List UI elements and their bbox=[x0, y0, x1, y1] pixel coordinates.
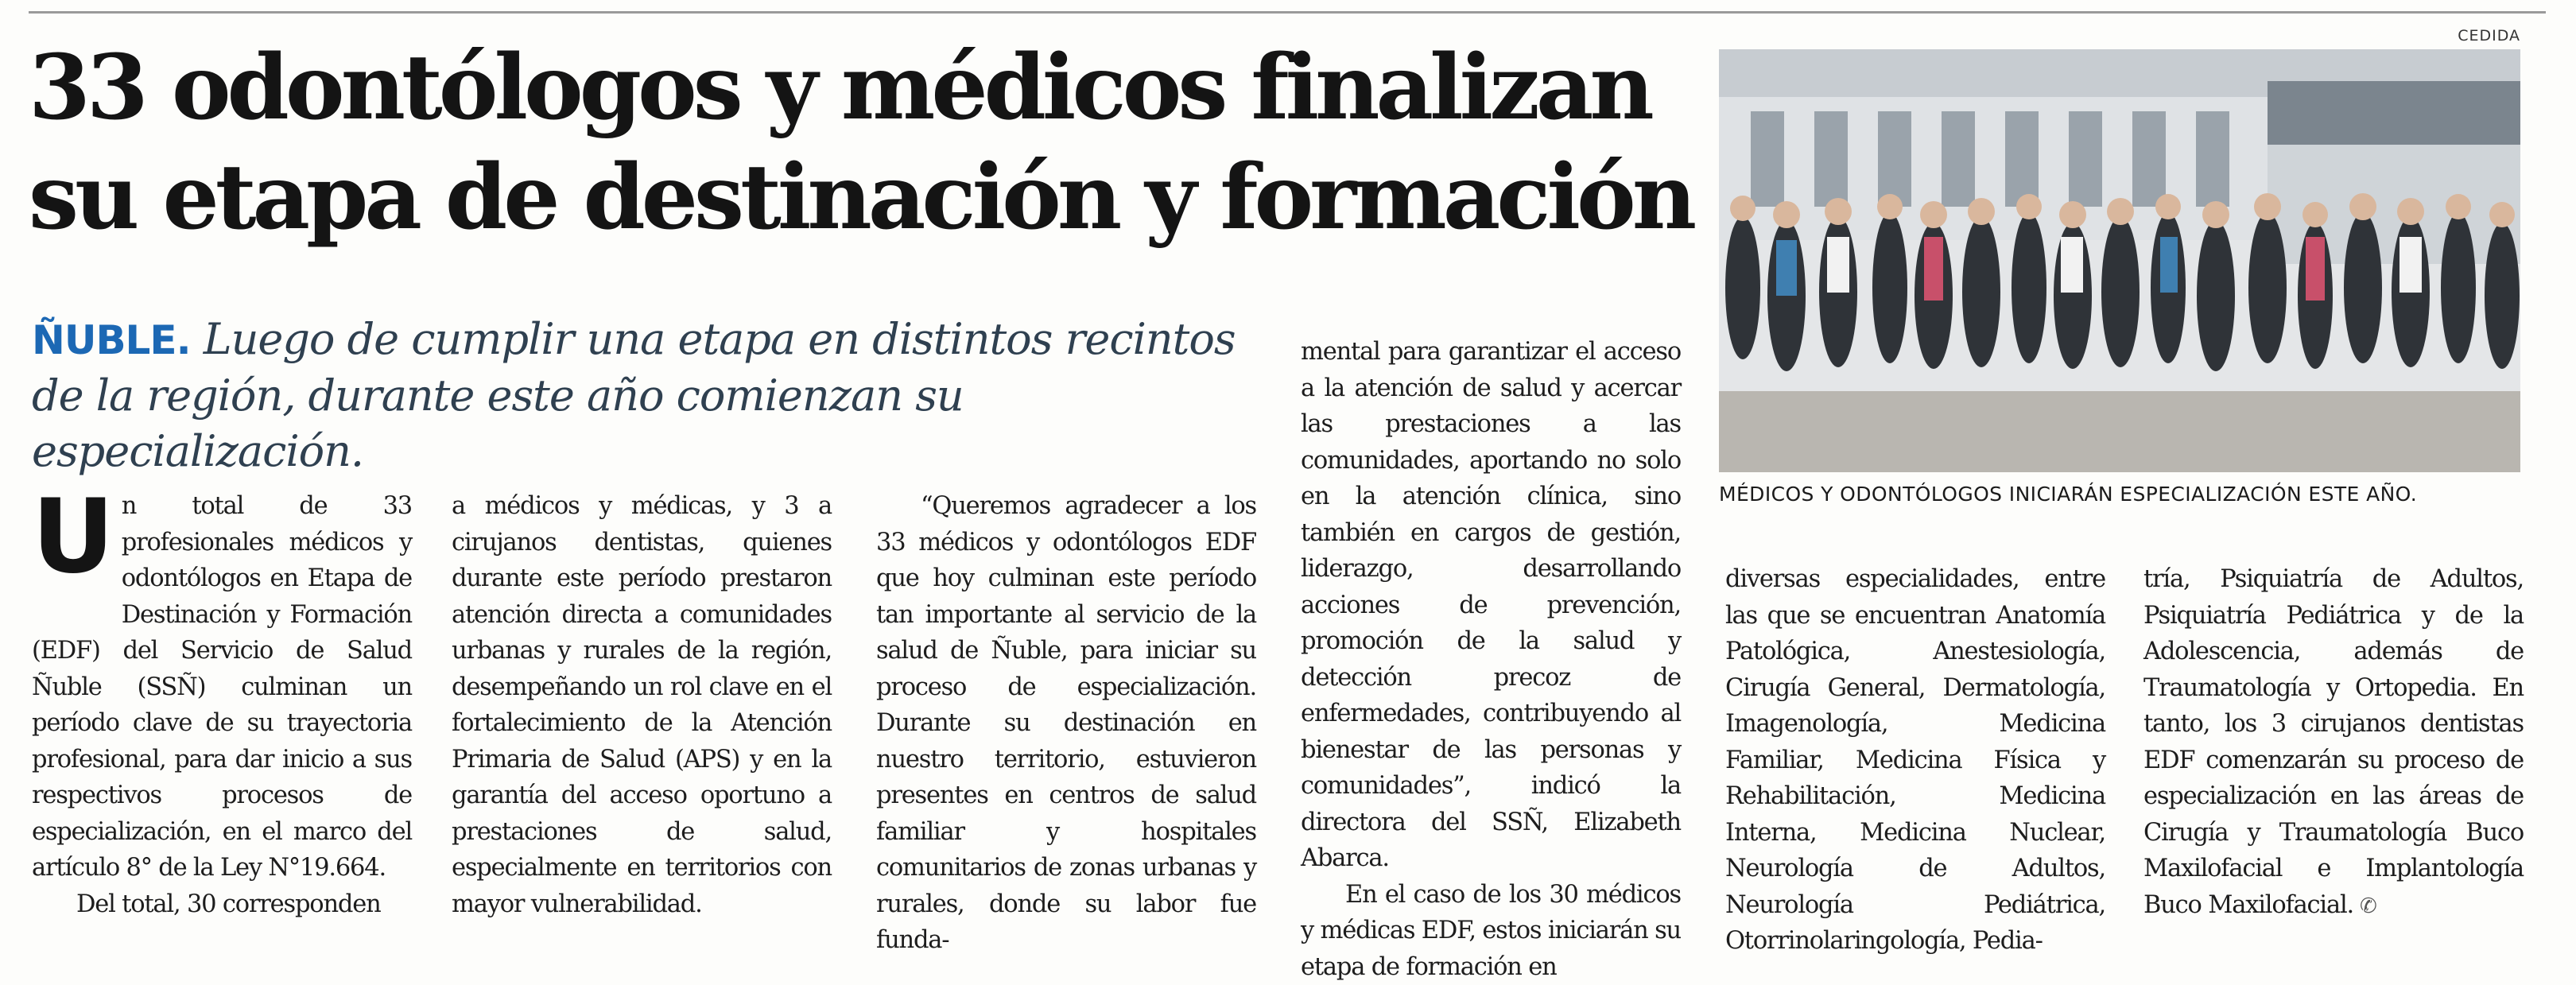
body-column-2 bbox=[452, 488, 832, 922]
body-paragraph: “Queremos agradecer a los 33 médicos y odontólogos EDF que hoy culminan este período tan importante al servicio de la salud de Ñuble, para iniciar su proceso de especialización. Durante su destinación en nuestro territorio, estuvieron presentes en centros de salud familiar y hospitales comunitarios de zonas urbanas y rurales, donde su labor fue funda- bbox=[876, 488, 1256, 959]
body-paragraph: En el caso de los 30 médicos y médicas EDF, estos iniciarán su etapa de formación en bbox=[1301, 877, 1681, 985]
body-paragraph: a médicos y médicas, y 3 a cirujanos dentistas, quienes durante este período prestaron atención directa a comunidades urbanas y rurales de la región, desempeñando un rol clave en el fortalecimiento de la Atención Primaria de Salud (APS) y en la garantía del acceso oportuno a prestaciones de salud, especialmente en territorios con mayor vulnerabilidad. bbox=[452, 488, 832, 922]
headline-line-1: 33 odontólogos y médicos finalizan bbox=[29, 33, 1690, 143]
body-column-5 bbox=[1725, 561, 2105, 960]
body-column-1 bbox=[32, 488, 412, 922]
body-paragraph: tría, Psiquiatría de Adultos, Psiquiatría Pediátrica y de la Adolescencia, además de Traumatología y Ortopedia. En tanto, los 3 cirujanos dentistas EDF comenzarán su proceso de especialización en las áreas de Cirugía y Traumatología Buco Maxilofacial e Implantología Buco Maxilofacial. ✆ bbox=[2143, 561, 2524, 925]
top-rule bbox=[29, 11, 2546, 14]
body-column-3 bbox=[876, 488, 1256, 959]
lede-text: Luego de cumplir una etapa en distintos recintos de la región, durante este año comienzan su especialización. bbox=[32, 314, 1236, 476]
body-column-4 bbox=[1301, 334, 1681, 985]
end-of-article-mark: ✆ bbox=[2360, 894, 2376, 918]
photo-caption: MÉDICOS Y ODONTÓLOGOS INICIARÁN ESPECIALIZACIÓN ESTE AÑO. bbox=[1719, 482, 2546, 507]
lede bbox=[32, 312, 1272, 479]
lede-location-tag: ÑUBLE. bbox=[32, 317, 191, 363]
body-paragraph: diversas especialidades, entre las que se encuentran Anatomía Patológica, Anestesiología, Cirugía General, Dermatología, Imagenología, Medicina Familiar, Medicina Física y Rehabilitación, Medicina Interna, Medicina Nuclear, Neurología de Adultos, Neurología Pediátrica, Otorrinolaringología, Pedia- bbox=[1725, 561, 2105, 960]
group-photo-illustration bbox=[1719, 49, 2520, 472]
body-column-6 bbox=[2143, 561, 2524, 925]
body-paragraph: mental para garantizar el acceso a la atención de salud y acercar las prestaciones a las comunidades, aportando no solo en la atención clínica, sino también en cargos de gestión, liderazgo, desarrollando acciones de prevención, promoción de la salud y detección precoz de enfermedades, contribuyendo al bienestar de las personas y comunidades”, indicó la directora del SSÑ, Elizabeth Abarca. bbox=[1301, 334, 1681, 877]
group-photo bbox=[1719, 49, 2520, 472]
body-paragraph: Del total, 30 corresponden bbox=[32, 886, 412, 923]
headline-line-2: su etapa de destinación y formación bbox=[29, 143, 1690, 253]
photo-credit: CEDIDA bbox=[2425, 27, 2520, 45]
drop-cap: U bbox=[32, 494, 114, 599]
headline bbox=[29, 33, 1690, 253]
body-paragraph: Un total de 33 profesionales médicos y odontólogos en Etapa de Destinación y Formación (EDF) del Servicio de Salud Ñuble (SSÑ) culminan un período clave de su trayectoria profesional, para dar inicio a sus respectivos procesos de especialización, en el marco del artículo 8° de la Ley N°19.664. bbox=[32, 488, 412, 886]
